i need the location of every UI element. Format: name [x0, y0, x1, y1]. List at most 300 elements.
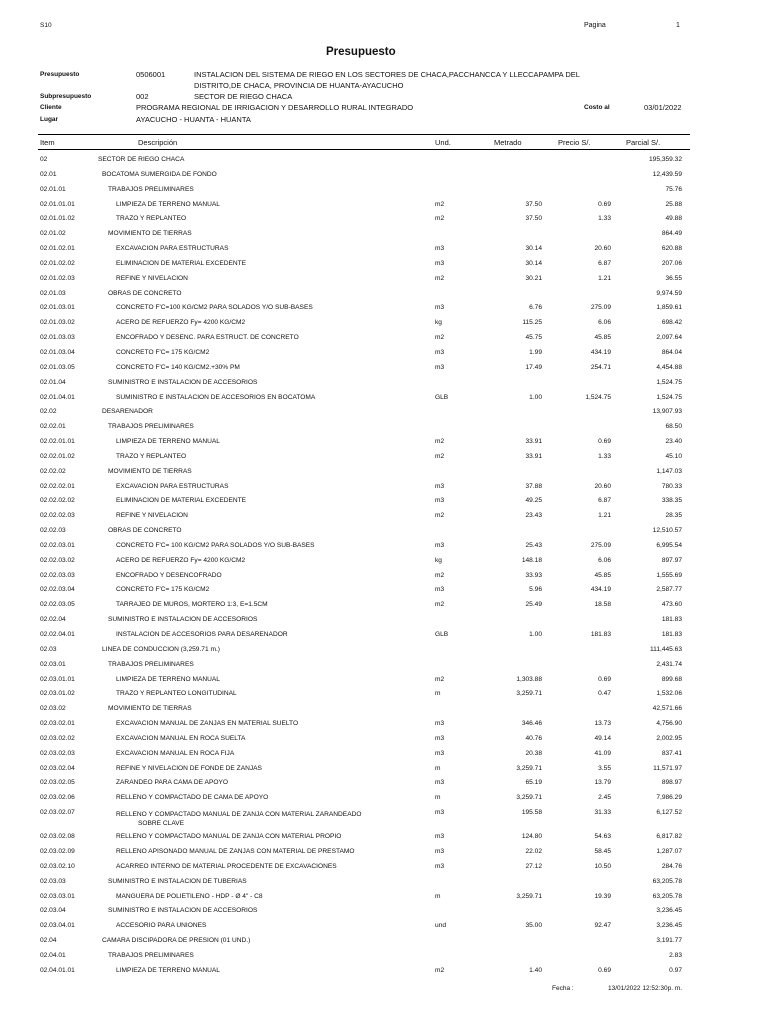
table-row [0, 302, 768, 317]
item-description: ACERO DE REFUERZO Fy= 4200 KG/CM2 [116, 556, 246, 564]
item-description: OBRAS DE CONCRETO [108, 527, 182, 535]
item-code: 02.01.02.01 [40, 245, 75, 253]
item-code: 02.03.01 [40, 660, 66, 668]
item-precio: 181.83 [590, 631, 611, 638]
item-code: 02.03.01.01 [40, 675, 75, 683]
item-description-continuation: SOBRE CLAVE [138, 820, 185, 828]
table-row [0, 228, 768, 243]
item-unit: m3 [435, 833, 445, 841]
item-code: 02.02.03.01 [40, 541, 75, 549]
item-description: ELIMINACION DE MATERIAL EXCEDENTE [116, 497, 247, 505]
item-description: MOVIMIENTO DE TIERRAS [108, 705, 192, 713]
table-row [0, 792, 768, 807]
item-metrado: 27.12 [525, 862, 542, 870]
item-description: LIMPIEZA DE TERRENO MANUAL [116, 966, 220, 974]
item-unit: m2 [435, 966, 445, 974]
column-descripcion: Descripción [138, 138, 178, 147]
table-row [0, 748, 768, 763]
item-parcial: 63,205.78 [652, 892, 682, 900]
item-metrado: 346.46 [521, 720, 542, 728]
item-metrado: 33.91 [525, 438, 542, 446]
column-precio: Precio S/. [558, 138, 591, 147]
item-precio: 1.21 [598, 512, 611, 520]
item-precio: 54.63 [594, 833, 611, 841]
item-code: 02.02.02.01 [40, 482, 75, 490]
item-unit: m3 [435, 245, 445, 253]
column-item: Item [40, 138, 55, 147]
item-code: 02.01.04 [40, 378, 66, 386]
item-description: EXCAVACION PARA ESTRUCTURAS [116, 245, 229, 253]
item-parcial: 4,756.90 [656, 720, 682, 728]
subpresupuesto-label: Subpresupuesto [40, 93, 92, 100]
item-parcial: 28.35 [665, 512, 682, 520]
column-und: Und. [435, 138, 451, 147]
table-row [0, 718, 768, 733]
item-code: 02.03.02.03 [40, 749, 75, 757]
item-precio: 13.79 [594, 779, 611, 787]
item-description: TRAZO Y REPLANTEO LONGITUDINAL [116, 690, 237, 698]
table-row [0, 599, 768, 614]
item-description: TRAZO Y REPLANTEO [116, 215, 187, 223]
item-precio: 19.39 [594, 892, 611, 900]
item-metrado: 30.21 [525, 274, 542, 282]
item-parcial: 620.88 [661, 245, 682, 253]
table-row [0, 184, 768, 199]
item-parcial: 75.76 [665, 185, 682, 193]
item-unit: kg [435, 319, 442, 327]
item-description: CONCRETO F'C= 175 KG/CM2 [116, 586, 210, 594]
item-description: ENCOFRADO Y DESENCOFRADO [116, 571, 222, 579]
item-code: 02.01.01 [40, 185, 66, 193]
item-code: 02.02.04.01 [40, 631, 75, 638]
table-row [0, 920, 768, 935]
item-metrado: 49.25 [525, 497, 542, 505]
item-parcial: 111,445.63 [649, 645, 682, 653]
table-row [0, 392, 768, 407]
table-row [0, 317, 768, 332]
page-label: Pagina [584, 22, 606, 29]
item-parcial: 207.06 [661, 259, 682, 267]
table-row [0, 243, 768, 258]
item-code: 02.02.01.01 [40, 438, 75, 446]
item-precio: 10.50 [594, 862, 611, 870]
costo-date: 03/01/2022 [644, 103, 682, 112]
table-row [0, 644, 768, 659]
item-parcial: 13,907.93 [652, 408, 682, 416]
table-row [0, 703, 768, 718]
page-number: 1 [676, 22, 680, 29]
item-unit: m3 [435, 586, 445, 594]
item-code: 02.03.03 [40, 877, 66, 885]
table-row [0, 777, 768, 792]
item-parcial: 338.35 [661, 497, 682, 505]
table-row [0, 831, 768, 846]
item-parcial: 68.50 [665, 423, 682, 431]
item-description: SUMINISTRO E INSTALACION DE ACCESORIOS [108, 378, 258, 386]
item-description: SUMINISTRO E INSTALACION DE ACCESORIOS EN BOCATOMA [116, 393, 316, 401]
item-code: 02.02.03.03 [40, 571, 75, 579]
item-precio: 58.45 [594, 847, 611, 855]
item-description: ENCOFRADO Y DESENC. PARA ESTRUCT. DE CONCRETO [116, 334, 299, 342]
table-row [0, 362, 768, 377]
item-unit: m2 [435, 452, 445, 460]
item-description: MOVIMIENTO DE TIERRAS [108, 230, 192, 238]
table-row [0, 288, 768, 303]
item-code: 02.03.02.01 [40, 720, 75, 728]
item-parcial: 2.83 [669, 951, 682, 959]
item-unit: m3 [435, 847, 445, 855]
item-description: SUMINISTRO E INSTALACION DE ACCESORIOS [108, 616, 258, 624]
table-row [0, 510, 768, 525]
item-unit: GLB [435, 393, 449, 401]
item-description: MOVIMIENTO DE TIERRAS [108, 467, 192, 475]
item-metrado: 30.14 [525, 259, 542, 267]
item-unit: m3 [435, 749, 445, 757]
table-row [0, 891, 768, 906]
item-code: 02.02.02.03 [40, 512, 75, 520]
item-description: SECTOR DE RIEGO CHACA [98, 156, 185, 163]
item-metrado: 1.00 [529, 631, 542, 638]
item-description: TARRAJEO DE MUROS, MORTERO 1:3, E=1.5CM [116, 601, 268, 609]
item-precio: 1.33 [598, 215, 611, 223]
presupuesto-code: 0506001 [136, 70, 166, 79]
item-code: 02.01.03.05 [40, 363, 75, 371]
item-code: 02.01.03.02 [40, 319, 75, 327]
item-metrado: 33.91 [525, 452, 542, 460]
item-parcial: 2,431.74 [656, 660, 682, 668]
item-code: 02.03.01.02 [40, 690, 75, 698]
item-unit: m2 [435, 601, 445, 609]
item-parcial: 195,359.32 [648, 156, 682, 163]
item-unit: m [435, 892, 441, 900]
item-metrado: 148.18 [521, 556, 542, 564]
item-parcial: 473.60 [661, 601, 682, 609]
item-parcial: 181.83 [661, 616, 682, 624]
item-parcial: 9,974.59 [656, 289, 682, 297]
item-description: TRAZO Y REPLANTEO [116, 452, 187, 460]
table-row [0, 377, 768, 392]
item-parcial: 12,439.59 [652, 170, 682, 178]
item-metrado: 20.38 [525, 749, 542, 757]
item-parcial: 837.41 [661, 749, 682, 757]
item-code: 02.03 [40, 645, 57, 653]
item-precio: 1.21 [598, 274, 611, 282]
item-unit: m3 [435, 779, 445, 787]
item-precio: 49.14 [594, 734, 611, 742]
table-row [0, 525, 768, 540]
item-precio: 18.58 [594, 601, 611, 609]
item-precio: 0.69 [598, 438, 611, 446]
item-unit: m [435, 794, 441, 802]
item-unit: m3 [435, 363, 445, 371]
item-unit: m2 [435, 200, 445, 208]
item-unit: m3 [435, 862, 445, 870]
item-metrado: 25.43 [525, 541, 542, 549]
item-unit: m2 [435, 571, 445, 579]
item-metrado: 30.14 [525, 245, 542, 253]
item-parcial: 698.42 [661, 319, 682, 327]
item-parcial: 3,236.45 [656, 907, 682, 915]
table-row [0, 347, 768, 362]
item-code: 02.04 [40, 937, 57, 945]
item-precio: 254.71 [590, 363, 611, 371]
item-unit: m [435, 690, 441, 698]
table-row [0, 965, 768, 980]
item-code: 02.02 [40, 408, 57, 416]
item-code: 02.01.03.01 [40, 304, 75, 312]
item-parcial: 36.55 [665, 274, 682, 282]
item-unit: m3 [435, 720, 445, 728]
table-row [0, 846, 768, 861]
item-description: TRABAJOS PRELIMINARES [108, 423, 194, 431]
item-description: RELLENO APISONADO MANUAL DE ZANJAS CON MATERIAL DE PRESTAMO [116, 847, 355, 855]
item-metrado: 37.88 [525, 482, 542, 490]
item-code: 02.02.02 [40, 467, 66, 475]
table-header [38, 134, 690, 150]
item-parcial: 1,287.07 [656, 847, 682, 855]
item-precio: 0.47 [598, 690, 611, 698]
item-parcial: 181.83 [661, 631, 682, 638]
item-description: DESARENADOR [102, 408, 153, 416]
item-code: 02.01.01.01 [40, 200, 75, 208]
item-code: 02.01 [40, 170, 57, 178]
item-parcial: 897.97 [661, 556, 682, 564]
table-row [0, 258, 768, 273]
item-unit: m3 [435, 734, 445, 742]
item-unit: m2 [435, 675, 445, 683]
item-code: 02.01.04.01 [40, 393, 75, 401]
item-parcial: 1,532.06 [656, 690, 682, 698]
item-metrado: 3,259.71 [516, 794, 542, 802]
item-description: ACCESORIO PARA UNIONES [116, 922, 207, 930]
item-code: 02.01.03 [40, 289, 66, 297]
item-metrado: 1.40 [529, 966, 542, 974]
item-parcial: 284.76 [661, 862, 682, 870]
item-code: 02.03.02.06 [40, 794, 75, 802]
item-metrado: 37.50 [525, 200, 542, 208]
item-unit: kg [435, 556, 442, 564]
item-parcial: 7,986.29 [656, 794, 682, 802]
item-parcial: 45.10 [665, 452, 682, 460]
item-parcial: 1,524.75 [656, 393, 682, 401]
item-precio: 92.47 [594, 922, 611, 930]
item-precio: 31.33 [594, 809, 611, 817]
table-row [0, 436, 768, 451]
cliente-value: PROGRAMA REGIONAL DE IRRIGACION Y DESARROLLO RURAL INTEGRADO [136, 103, 414, 112]
presupuesto-label: Presupuesto [40, 71, 80, 78]
item-unit: m3 [435, 482, 445, 490]
item-unit: m3 [435, 541, 445, 549]
table-row [0, 935, 768, 950]
item-description: SUMINISTRO E INSTALACION DE ACCESORIOS [108, 907, 258, 915]
item-precio: 13.73 [594, 720, 611, 728]
item-code: 02.01.03.03 [40, 334, 75, 342]
table-row [0, 950, 768, 965]
item-code: 02.02.03.02 [40, 556, 75, 564]
table-row [0, 674, 768, 689]
table-row [0, 905, 768, 920]
column-metrado: Metrado [494, 138, 522, 147]
table-row [0, 733, 768, 748]
table-row [0, 332, 768, 347]
item-description: CAMARA DISCIPADORA DE PRESION (01 UND.) [102, 937, 251, 945]
item-precio: 20.60 [594, 245, 611, 253]
item-description: TRABAJOS PRELIMINARES [108, 185, 194, 193]
item-precio: 275.09 [590, 304, 611, 312]
item-precio: 20.60 [594, 482, 611, 490]
item-description: INSTALACION DE ACCESORIOS PARA DESARENADOR [116, 631, 288, 638]
item-description: EXCAVACION PARA ESTRUCTURAS [116, 482, 229, 490]
item-description: ELIMINACION DE MATERIAL EXCEDENTE [116, 259, 247, 267]
item-metrado: 3,259.71 [516, 764, 542, 772]
table-row [0, 614, 768, 629]
table-row [0, 688, 768, 703]
item-description: MANGUERA DE POLIETILENO - HDP - Ø 4" - C8 [116, 892, 263, 900]
costo-label: Costo al [584, 104, 610, 111]
item-metrado: 3,259.71 [516, 690, 542, 698]
item-metrado: 3,259.71 [516, 892, 542, 900]
item-description: CONCRETO F'C= 175 KG/CM2 [116, 348, 210, 356]
item-metrado: 33.93 [525, 571, 542, 579]
table-row [0, 169, 768, 184]
item-code: 02.03.02.05 [40, 779, 75, 787]
item-description: REFINE Y NIVELACION [116, 512, 188, 520]
table-row [0, 659, 768, 674]
item-parcial: 1,147.03 [656, 467, 682, 475]
table-row [0, 540, 768, 555]
item-metrado: 35.00 [525, 922, 542, 930]
item-precio: 6.06 [598, 319, 611, 327]
item-code: 02.01.02 [40, 230, 66, 238]
subpresupuesto-description: SECTOR DE RIEGO CHACA [194, 92, 293, 101]
item-code: 02.01.03.04 [40, 348, 75, 356]
item-code: 02 [40, 156, 48, 163]
item-description: LIMPIEZA DE TERRENO MANUAL [116, 200, 220, 208]
item-description: RELLENO Y COMPACTADO DE CAMA DE APOYO [116, 794, 269, 802]
table-row [0, 451, 768, 466]
item-parcial: 42,571.66 [652, 705, 682, 713]
table-row [0, 584, 768, 599]
item-parcial: 6,817.82 [656, 833, 682, 841]
software-mark: S10 [40, 22, 52, 29]
item-code: 02.03.04.01 [40, 922, 75, 930]
item-metrado: 124.80 [521, 833, 542, 841]
item-code: 02.02.03 [40, 527, 66, 535]
item-unit: m2 [435, 512, 445, 520]
item-metrado: 65.19 [525, 779, 542, 787]
item-parcial: 899.68 [661, 675, 682, 683]
fecha-label: Fecha : [552, 985, 574, 992]
item-description: ACERO DE REFUERZO Fy= 4200 KG/CM2 [116, 319, 246, 327]
item-code: 02.02.03.05 [40, 601, 75, 609]
item-precio: 434.19 [590, 586, 611, 594]
item-description: ACARREO INTERNO DE MATERIAL PROCEDENTE DE EXCAVACIONES [116, 862, 337, 870]
item-description: TRABAJOS PRELIMINARES [108, 660, 194, 668]
table-row [0, 763, 768, 778]
item-description: LIMPIEZA DE TERRENO MANUAL [116, 675, 220, 683]
item-metrado: 6.76 [529, 304, 542, 312]
item-parcial: 898.97 [661, 779, 682, 787]
table-row [0, 807, 768, 831]
budget-table-body [0, 154, 768, 980]
item-precio: 41.09 [594, 749, 611, 757]
item-code: 02.03.02.07 [40, 809, 75, 817]
item-precio: 6.87 [598, 259, 611, 267]
item-metrado: 23.43 [525, 512, 542, 520]
item-code: 02.01.01.02 [40, 215, 75, 223]
item-parcial: 6,995.54 [656, 541, 682, 549]
item-precio: 434.19 [590, 348, 611, 356]
item-precio: 1.33 [598, 452, 611, 460]
item-parcial: 864.04 [661, 348, 682, 356]
lugar-label: Lugar [40, 116, 59, 123]
item-code: 02.04.01.01 [40, 966, 75, 974]
item-description: BOCATOMA SUMERGIDA DE FONDO [102, 170, 217, 178]
item-description: EXCAVACION MANUAL DE ZANJAS EN MATERIAL SUELTO [116, 720, 299, 728]
presupuesto-description-line1: INSTALACION DEL SISTEMA DE RIEGO EN LOS SECTORES DE CHACA,PACCHANCCA Y LLECCAPAMPA DEL [194, 70, 580, 79]
item-description: LIMPIEZA DE TERRENO MANUAL [116, 438, 220, 446]
item-parcial: 4,454.88 [656, 363, 682, 371]
item-code: 02.03.04 [40, 907, 66, 915]
table-row [0, 406, 768, 421]
table-row [0, 154, 768, 169]
item-unit: m3 [435, 809, 445, 817]
table-row [0, 861, 768, 876]
item-unit: GLB [435, 631, 449, 638]
item-code: 02.03.02 [40, 705, 66, 713]
table-row [0, 199, 768, 214]
fecha-value: 13/01/2022 12:52:30p. m. [608, 985, 683, 992]
item-code: 02.02.04 [40, 616, 66, 624]
item-precio: 45.85 [594, 334, 611, 342]
item-code: 02.04.01 [40, 951, 66, 959]
item-metrado: 45.75 [525, 334, 542, 342]
item-description: CONCRETO F'C=100 KG/CM2 PARA SOLADOS Y/O SUB-BASES [116, 304, 313, 312]
table-row [0, 629, 768, 644]
item-description: RELLENO Y COMPACTADO MANUAL DE ZANJA CON MATERIAL ZARANDEADO [116, 811, 362, 819]
item-description: LINEA DE CONDUCCION (3,259.71 m.) [102, 645, 220, 653]
item-unit: m2 [435, 334, 445, 342]
item-unit: und [435, 922, 447, 930]
item-metrado: 1,303.88 [516, 675, 542, 683]
item-code: 02.02.02.02 [40, 497, 75, 505]
item-parcial: 63,205.78 [652, 877, 682, 885]
item-code: 02.03.02.08 [40, 833, 75, 841]
item-parcial: 12,510.57 [652, 527, 682, 535]
column-parcial: Parcial S/. [626, 138, 661, 147]
item-code: 02.03.03.01 [40, 892, 75, 900]
table-row [0, 555, 768, 570]
item-unit: m [435, 764, 441, 772]
item-parcial: 3,236.45 [656, 922, 682, 930]
item-description: TRABAJOS PRELIMINARES [108, 951, 194, 959]
table-row [0, 495, 768, 510]
item-unit: m2 [435, 438, 445, 446]
item-precio: 0.69 [598, 966, 611, 974]
item-metrado: 115.25 [522, 319, 542, 327]
item-code: 02.03.02.09 [40, 847, 75, 855]
item-precio: 45.85 [594, 571, 611, 579]
item-parcial: 0.97 [669, 966, 682, 974]
item-code: 02.03.02.10 [40, 862, 75, 870]
item-parcial: 2,002.95 [656, 734, 682, 742]
item-precio: 6.06 [598, 556, 611, 564]
item-parcial: 11,571.97 [653, 764, 682, 772]
item-parcial: 25.88 [665, 200, 682, 208]
item-description: SUMINISTRO E INSTALACION DE TUBERIAS [108, 877, 247, 885]
table-row [0, 570, 768, 585]
item-description: CONCRETO F'C= 100 KG/CM2 PARA SOLADOS Y/O SUB-BASES [116, 541, 315, 549]
